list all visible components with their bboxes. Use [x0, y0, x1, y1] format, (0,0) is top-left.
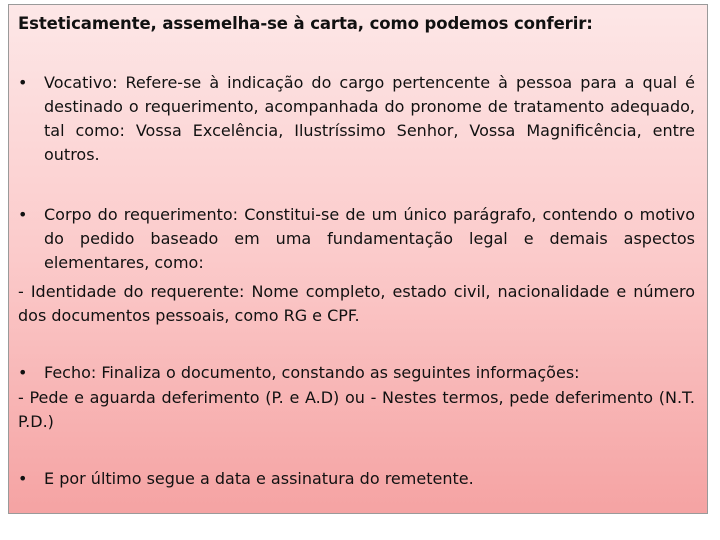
bullet-marker: • [18, 469, 28, 488]
bullet-item-data-assinatura [18, 467, 695, 491]
slide-title: Esteticamente, assemelha-se à carta, como podemos conferir: [18, 14, 593, 33]
bullet-marker: • [18, 73, 28, 92]
paragraph-pede-deferimento: - Pede e aguarda deferimento (P. e A.D) ou - Nestes termos, pede deferimento (N.T. P.D.) [18, 388, 695, 431]
bullet-item-corpo [18, 203, 695, 275]
bullet-text: Corpo do requerimento: Constitui-se de um único parágrafo, contendo o motivo do pedido baseado em uma fundamentação legal e demais aspectos elementares, como: [44, 205, 695, 272]
bullet-text: E por último segue a data e assinatura do remetente. [44, 469, 474, 488]
paragraph-identidade: - Identidade do requerente: Nome completo, estado civil, nacionalidade e número dos documentos pessoais, como RG e CPF. [18, 282, 695, 325]
bullet-item-fecho [18, 361, 695, 385]
bullet-marker: • [18, 205, 28, 224]
bullet-marker: • [18, 363, 28, 382]
slide-content-box [8, 4, 708, 514]
bullet-text: Fecho: Finaliza o documento, constando as seguintes informações: [44, 363, 580, 382]
bullet-text: Vocativo: Refere-se à indicação do cargo pertencente à pessoa para a qual é destinado o requerimento, acompanhada do pronome de tratamento adequado, tal como: Vossa Excelência, Ilustríssimo Senhor, Vossa Magnificência, entre outros. [44, 73, 695, 164]
bullet-item-vocativo [18, 71, 695, 167]
